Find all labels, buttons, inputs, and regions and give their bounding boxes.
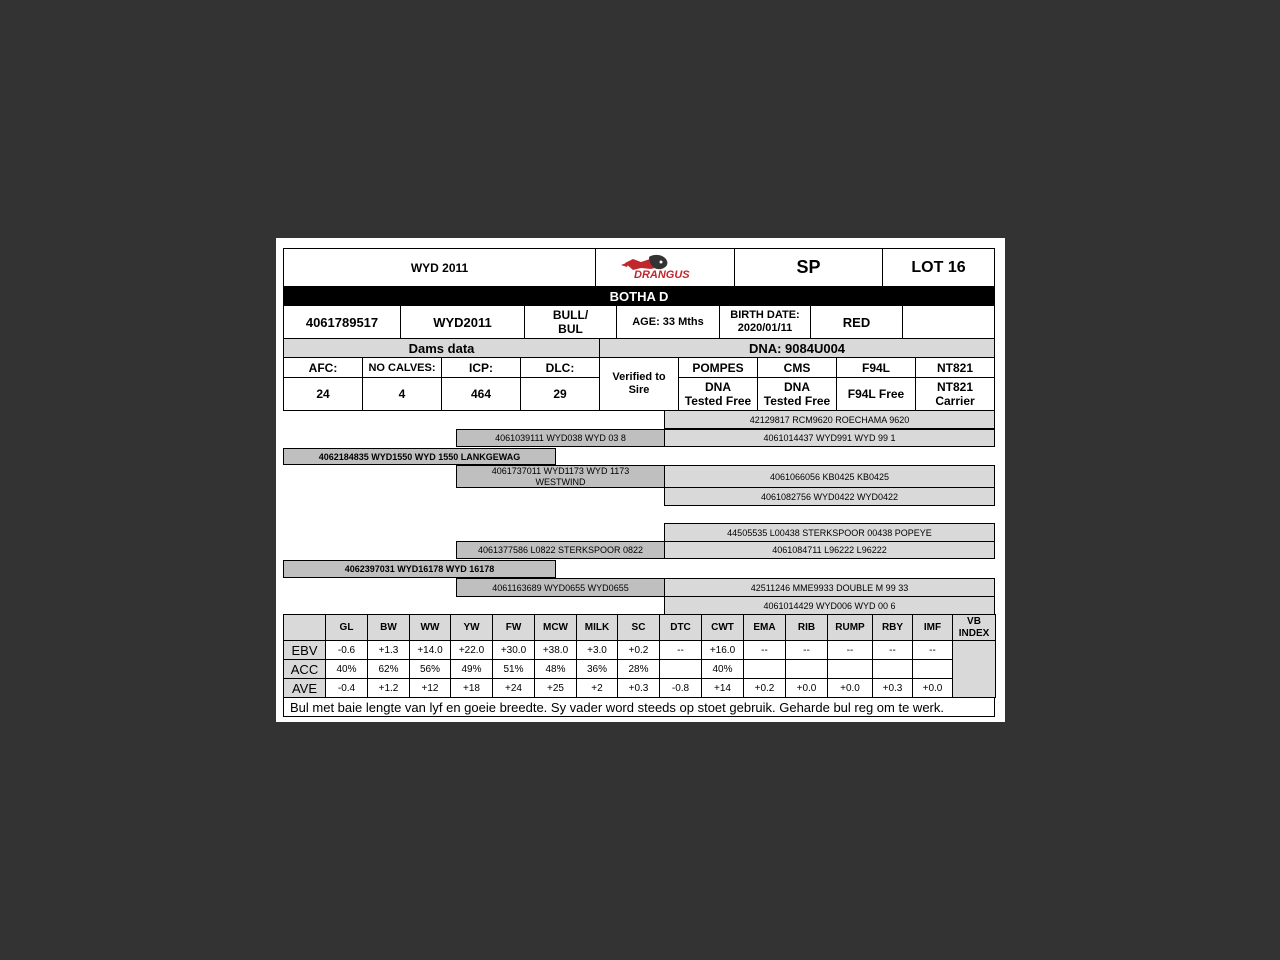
pedigree-sd-line1: 4061737011 WYD1173 WYD 1173 — [491, 465, 630, 476]
logo-text: DRANGUS — [634, 269, 690, 281]
trait-value: +0.0 — [827, 678, 873, 698]
trait-header: BW — [367, 614, 410, 641]
animal-id: 4061789517 — [283, 305, 401, 339]
dna-header-nt821: NT821 — [915, 357, 995, 378]
trait-value: +0.0 — [785, 678, 828, 698]
trait-value: +16.0 — [701, 640, 744, 660]
trait-value: -- — [827, 640, 873, 660]
trait-value: +14.0 — [409, 640, 451, 660]
dam-header-dlc: DLC: — [520, 357, 600, 378]
dna-value-line2: Tested Free — [684, 394, 752, 408]
trait-header: MILK — [576, 614, 618, 641]
pedigree-ss: 4061039111 WYD038 WYD 03 8 — [456, 429, 665, 447]
pedigree-sdd: 4061082756 WYD0422 WYD0422 — [664, 487, 995, 506]
traits-corner — [283, 614, 326, 641]
dna-value-line1: NT821 — [936, 379, 974, 394]
pedigree-ds: 4061377586 L0822 STERKSPOOR 0822 — [456, 541, 665, 559]
trait-value: 40% — [701, 659, 744, 679]
dam-header-icp: ICP: — [441, 357, 521, 378]
trait-header: MCW — [534, 614, 577, 641]
trait-header-vb-index — [952, 614, 996, 641]
verified-line1: Verified to — [612, 370, 666, 383]
trait-value — [912, 659, 953, 679]
pedigree-sss: 42129817 RCM9620 ROECHAMA 9620 — [664, 410, 995, 429]
trait-value: +14 — [701, 678, 744, 698]
trait-value: +22.0 — [450, 640, 493, 660]
animal-herd-code: WYD2011 — [400, 305, 525, 339]
trait-value: 56% — [409, 659, 451, 679]
trait-header: FW — [492, 614, 535, 641]
trait-value: -- — [743, 640, 786, 660]
colour-cell: RED — [810, 305, 903, 339]
trait-value: +18 — [450, 678, 493, 698]
pedigree-sd — [456, 465, 665, 488]
dna-value-nt821 — [915, 377, 995, 411]
trait-value: +0.2 — [617, 640, 660, 660]
trait-value: -- — [912, 640, 953, 660]
trait-header: YW — [450, 614, 493, 641]
dam-value-icp: 464 — [441, 377, 521, 411]
trait-value: -- — [872, 640, 913, 660]
trait-header: DTC — [659, 614, 702, 641]
trait-header: RBY — [872, 614, 913, 641]
trait-value: 62% — [367, 659, 410, 679]
trait-value: -0.4 — [325, 678, 368, 698]
pedigree-dd: 4061163689 WYD0655 WYD0655 — [456, 578, 665, 597]
trait-value: 51% — [492, 659, 535, 679]
trait-header: GL — [325, 614, 368, 641]
trait-value: +25 — [534, 678, 577, 698]
dam-value-calves: 4 — [362, 377, 442, 411]
trait-value: 40% — [325, 659, 368, 679]
pedigree-dss: 44505535 L00438 STERKSPOOR 00438 POPEYE — [664, 523, 995, 542]
trait-value: +30.0 — [492, 640, 535, 660]
trait-value: -- — [659, 640, 702, 660]
trait-value: +0.0 — [912, 678, 953, 698]
lot-label: LOT 16 — [882, 248, 995, 287]
trait-value: 36% — [576, 659, 618, 679]
dams-title: Dams data — [283, 338, 600, 358]
trait-header: CWT — [701, 614, 744, 641]
trait-value: 49% — [450, 659, 493, 679]
trait-header: IMF — [912, 614, 953, 641]
dna-value-line2: Tested Free — [763, 394, 831, 408]
trait-row-label: ACC — [283, 659, 326, 679]
trait-value: -0.8 — [659, 678, 702, 698]
trait-value: +12 — [409, 678, 451, 698]
dna-value-line1: F94L Free — [847, 386, 905, 401]
sex-cell — [524, 305, 617, 339]
trait-value: +3.0 — [576, 640, 618, 660]
pedigree-dam: 4062397031 WYD16178 WYD 16178 — [283, 560, 556, 578]
trait-value — [785, 659, 828, 679]
trait-value — [659, 659, 702, 679]
sale-card — [276, 238, 1005, 722]
trait-row-label: AVE — [283, 678, 326, 698]
trait-header: EMA — [743, 614, 786, 641]
trait-value: +38.0 — [534, 640, 577, 660]
trait-value: +0.3 — [872, 678, 913, 698]
dna-value-cms — [757, 377, 837, 411]
dam-value-afc: 24 — [283, 377, 363, 411]
trait-value: +0.2 — [743, 678, 786, 698]
trait-header: RIB — [785, 614, 828, 641]
vb-line2: INDEX — [958, 627, 990, 639]
verified-cell — [599, 357, 679, 411]
birth-date-value: 2020/01/11 — [737, 322, 793, 334]
comment-text: Bul met baie lengte van lyf en goeie breedte. Sy vader word steeds op stoet gebruik. Geharde bul reg om te werk. — [283, 697, 995, 717]
trait-header: RUMP — [827, 614, 873, 641]
trait-row-label: EBV — [283, 640, 326, 660]
verified-line2: Sire — [628, 384, 650, 396]
pedigree-dds: 42511246 MME9933 DOUBLE M 99 33 — [664, 578, 995, 597]
vb-index-value — [952, 640, 996, 698]
trait-value: -0.6 — [325, 640, 368, 660]
birth-date-cell — [719, 305, 811, 339]
dam-value-dlc: 29 — [520, 377, 600, 411]
trait-value: 28% — [617, 659, 660, 679]
pedigree-ddd: 4061014429 WYD006 WYD 00 6 — [664, 596, 995, 615]
pedigree-sire: 4062184835 WYD1550 WYD 1550 LANKGEWAG — [283, 448, 556, 465]
dna-value-line1: DNA — [784, 379, 810, 394]
dna-value-line1: DNA — [705, 379, 731, 394]
trait-value: +0.3 — [617, 678, 660, 698]
pedigree-dsd: 4061084711 L96222 L96222 — [664, 541, 995, 559]
dna-header-f94l: F94L — [836, 357, 916, 378]
dna-value-pompes — [678, 377, 758, 411]
trait-value: +2 — [576, 678, 618, 698]
trait-header: SC — [617, 614, 660, 641]
dna-header-pompes: POMPES — [678, 357, 758, 378]
vb-line1: VB — [967, 615, 981, 627]
brand-logo — [595, 248, 735, 287]
pedigree-sds: 4061066056 KB0425 KB0425 — [664, 465, 995, 488]
animal-name: BOTHA D — [283, 286, 995, 306]
pedigree-ssd: 4061014437 WYD991 WYD 99 1 — [664, 429, 995, 447]
trait-value: +1.3 — [367, 640, 410, 660]
trait-value: -- — [785, 640, 828, 660]
dna-value-line2: Carrier — [935, 394, 975, 408]
trait-value — [872, 659, 913, 679]
birth-date-label: BIRTH DATE: — [730, 308, 800, 321]
trait-value: +1.2 — [367, 678, 410, 698]
pedigree-sd-line2: WESTWIND — [535, 476, 586, 487]
sex-line1: BULL/ — [552, 307, 589, 322]
sex-line2: BUL — [558, 322, 583, 336]
herd-title: WYD 2011 — [283, 248, 596, 287]
age-cell: AGE: 33 Mths — [616, 305, 720, 339]
trait-value: +24 — [492, 678, 535, 698]
code-label: SP — [734, 248, 883, 287]
trait-value — [743, 659, 786, 679]
dna-title: DNA: 9084U004 — [599, 338, 995, 358]
dam-header-calves: NO CALVES: — [362, 357, 442, 378]
extra-cell — [902, 305, 995, 339]
trait-value: 48% — [534, 659, 577, 679]
trait-value — [827, 659, 873, 679]
dna-header-cms: CMS — [757, 357, 837, 378]
dam-header-afc: AFC: — [283, 357, 363, 378]
trait-header: WW — [409, 614, 451, 641]
dna-value-f94l — [836, 377, 916, 411]
